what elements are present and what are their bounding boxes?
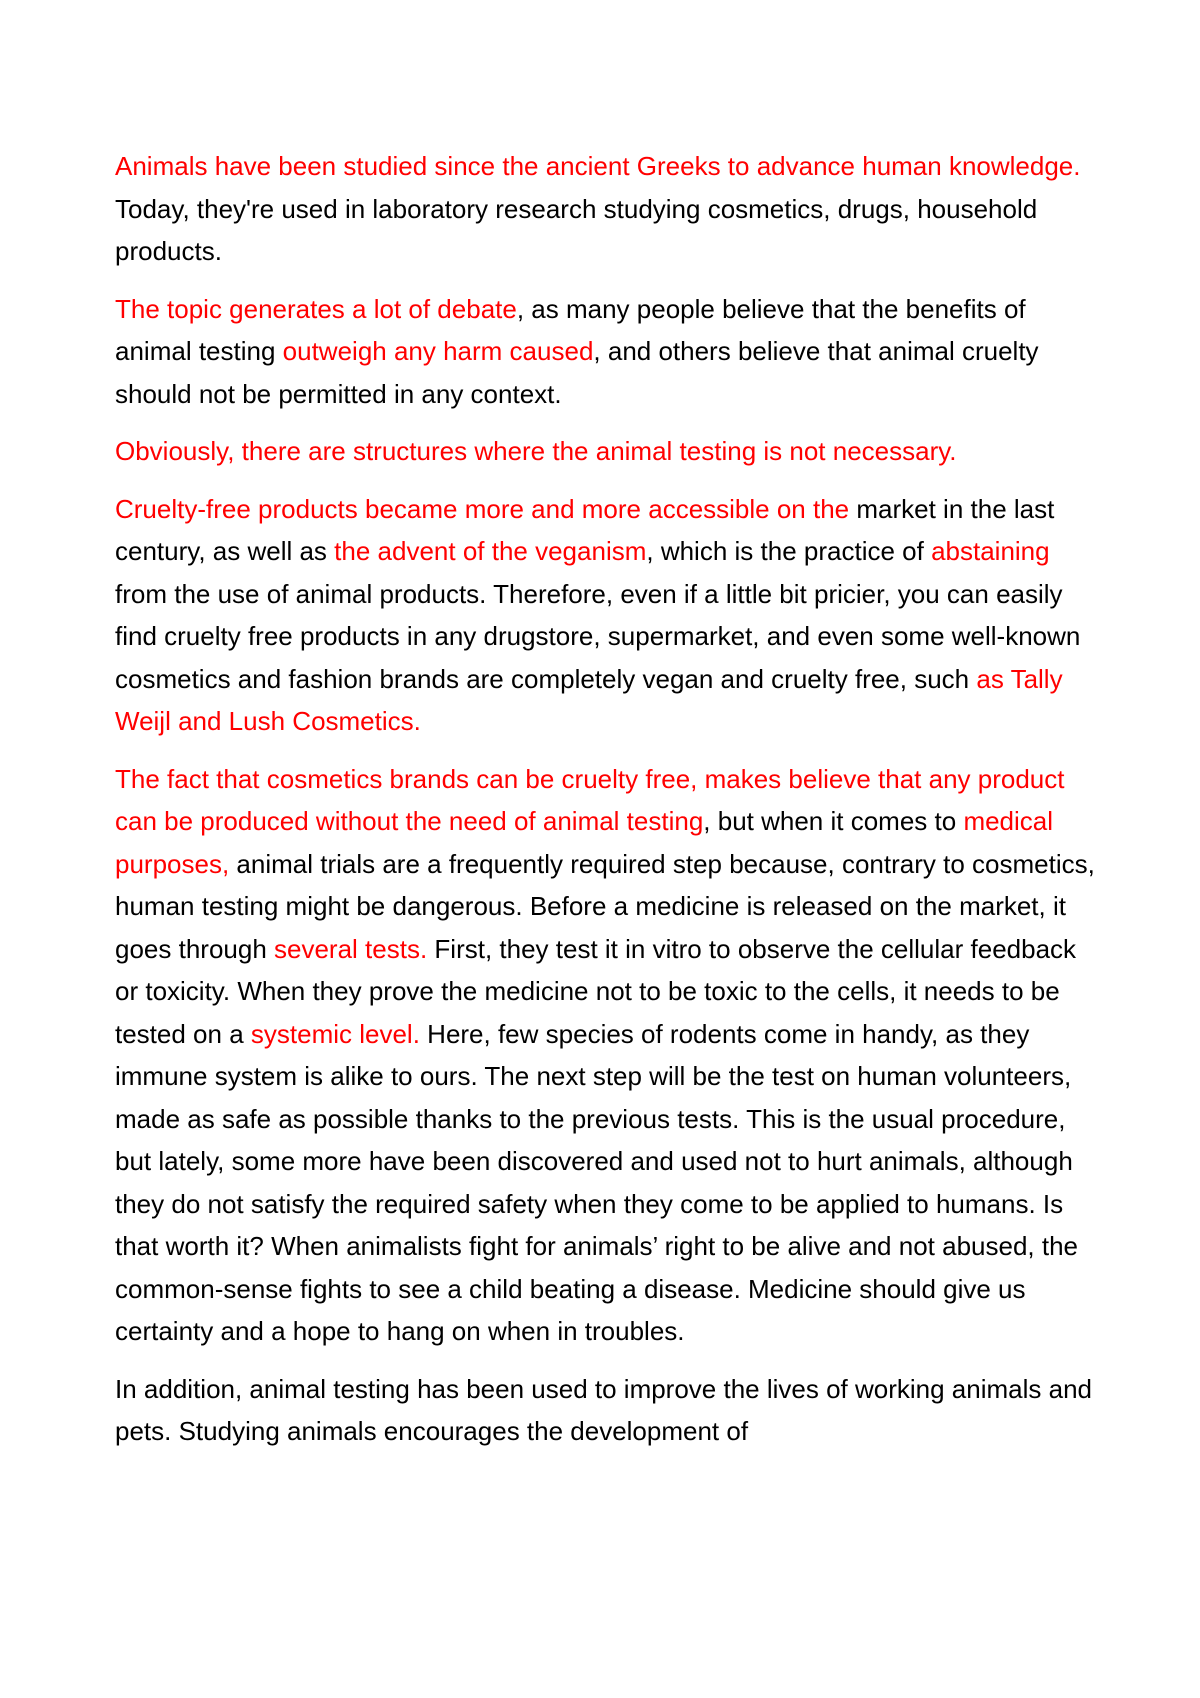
- paragraph-4: [115, 488, 1105, 743]
- highlighted-text: medical purposes,: [115, 806, 1054, 879]
- highlighted-text: Obviously, there are structures where the animal testing is not necessary.: [115, 436, 957, 466]
- highlighted-text: Cruelty-free products became more and more accessible on the: [115, 493, 850, 524]
- body-text: , but when it comes to: [703, 806, 964, 836]
- highlighted-text: The fact that cosmetics brands can be cruelty free, makes believe that any product can be produced without the need of animal testing: [115, 763, 1065, 836]
- highlighted-text: as Tally Weijl and Lush Cosmetics.: [115, 663, 1063, 736]
- body-text: First, they test it in vitro to observe the cellular feedback or toxicity. When they prove the medicine not to be toxic to the cells, it needs to be tested on a: [115, 933, 1077, 1049]
- paragraph-3: [115, 430, 1105, 473]
- paragraph-5: [115, 758, 1105, 1353]
- paragraph-6: [115, 1368, 1105, 1453]
- body-text: , and others believe that animal cruelty should not be permitted in any context.: [115, 336, 1039, 409]
- paragraph-2: [115, 288, 1105, 416]
- highlighted-text: the advent of the veganism: [334, 536, 647, 566]
- document-body: [115, 145, 1105, 1468]
- body-text: market in the last century, as well as: [115, 493, 1055, 566]
- body-text: Here, few species of rodents come in handy, as they immune system is alike to ours. The next step will be the test on human volunteers, made as safe as possible thanks to the previous tests. This is the usual procedure, but lately, some more have been discovered and used not to hurt animals, although they do not satisfy the required safety when they come to be applied to humans. Is that worth it? When animalists fight for animals’ right to be alive and not abused, the common-sense fights to see a child beating a disease. Medicine should give us certainty and a hope to hang on when in troubles.: [115, 1018, 1079, 1346]
- body-text: In addition, animal testing has been used to improve the lives of working animals and pets. Studying animals encourages the development of: [115, 1373, 1093, 1446]
- body-text: from the use of animal products. Therefore, even if a little bit pricier, you can easily find cruelty free products in any drugstore, supermarket, and even some well-known cosmetics and fashion brands are completely vegan and cruelty free, such: [115, 578, 1081, 694]
- body-text: , which is the practice of: [646, 536, 932, 566]
- body-text: Today, they're used in laboratory research studying cosmetics, drugs, household products.: [115, 193, 1038, 266]
- highlighted-text: Animals have been studied since the ancient Greeks to advance human knowledge.: [115, 151, 1081, 181]
- body-text: animal trials are a frequently required step because, contrary to cosmetics, human testing might be dangerous. Before a medicine is released on the market, it goes through: [115, 848, 1095, 964]
- highlighted-text: systemic level.: [250, 1018, 420, 1049]
- highlighted-text: The topic generates a lot of debate: [115, 293, 517, 324]
- highlighted-text: abstaining: [931, 536, 1050, 566]
- highlighted-text: outweigh any harm caused: [282, 336, 594, 366]
- paragraph-1: [115, 145, 1105, 273]
- highlighted-text: several tests.: [274, 933, 428, 964]
- body-text: , as many people believe that the benefits of animal testing: [115, 293, 1026, 366]
